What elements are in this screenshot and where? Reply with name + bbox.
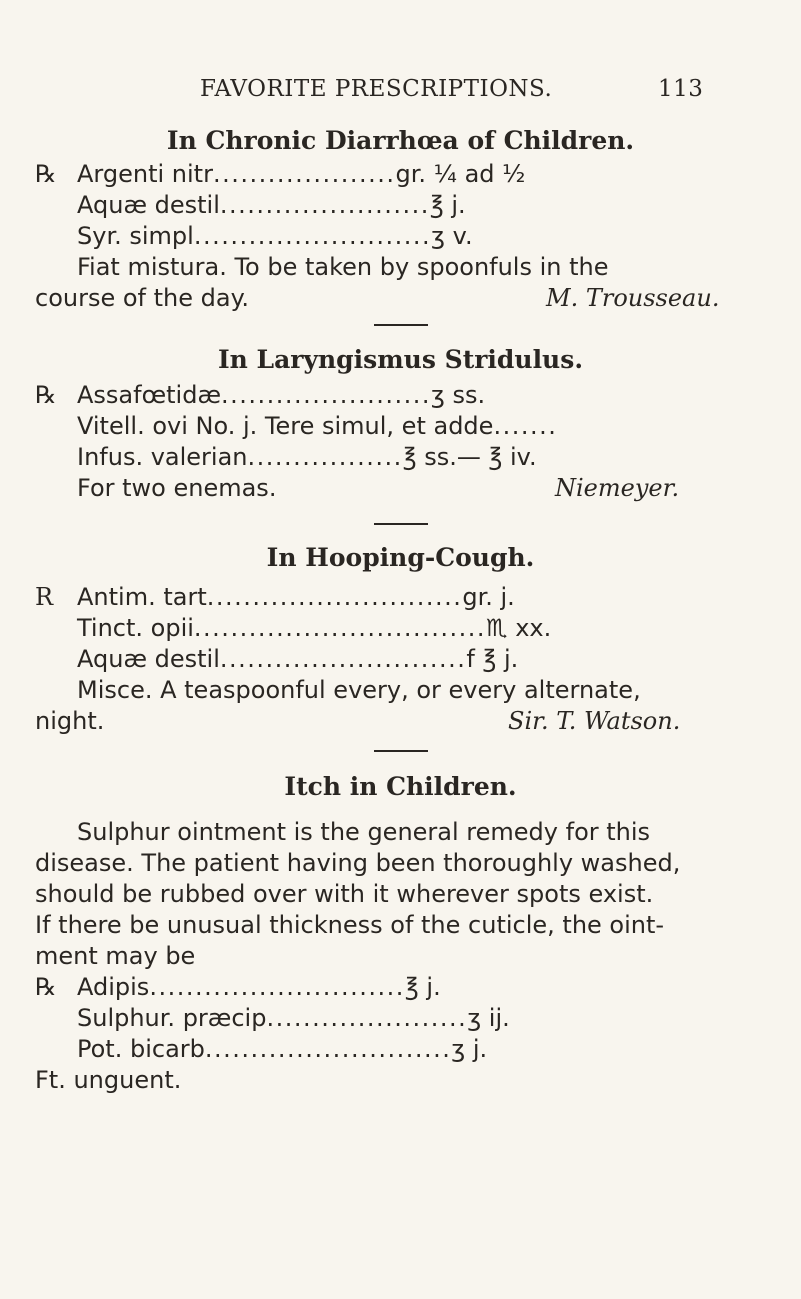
- paragraph-line: should be rubbed over with it wherever spots exist.: [35, 880, 654, 908]
- prescription-author: M. Trousseau.: [546, 284, 720, 312]
- ingredient-quantity: ℥ j.: [429, 191, 466, 219]
- ingredient-row: Infus. valerian.................℥ ss.— ℥ iv.: [77, 443, 537, 471]
- ingredient-name: Aquæ destil: [77, 645, 220, 673]
- ingredient-row: Vitell. ovi No. j. Tere simul, et adde.......: [77, 412, 558, 440]
- ingredient-name: Adipis: [77, 973, 150, 1001]
- section-heading: In Chronic Diarrhœa of Children.: [166, 126, 635, 155]
- page-number: 113: [658, 76, 704, 102]
- ingredient-name: Infus. valerian: [77, 443, 248, 471]
- rx-symbol: ℞: [35, 381, 57, 409]
- paragraph-line: ment may be: [35, 942, 196, 970]
- ingredient-quantity: ʒ v.: [431, 222, 473, 250]
- paragraph-line: disease. The patient having been thoroughly washed,: [35, 849, 681, 877]
- ingredient-name: Antim. tart: [77, 583, 207, 611]
- ingredient-name: Aquæ destil: [77, 191, 220, 219]
- paragraph-line: Sulphur ointment is the general remedy for this: [77, 818, 651, 846]
- ingredient-row: Aquæ destil...........................f ℥ j.: [77, 645, 519, 673]
- direction-text: Misce. A teaspoonful every, or every alternate,: [77, 676, 641, 704]
- direction-text: For two enemas.: [77, 474, 277, 502]
- section-divider: [374, 523, 428, 525]
- ingredient-row: Pot. bicarb...........................ʒ j.: [77, 1035, 488, 1063]
- paragraph-line: If there be unusual thickness of the cuticle, the oint-: [35, 911, 665, 939]
- section-divider: [374, 324, 428, 326]
- ingredient-name: Vitell. ovi No. j. Tere simul, et adde: [77, 412, 494, 440]
- ingredient-quantity: gr. j.: [462, 583, 515, 611]
- ingredient-quantity: ℥ ss.— ℥ iv.: [402, 443, 537, 471]
- ingredient-row: Tinct. opii................................♏ xx.: [77, 614, 552, 642]
- ingredient-row: Assafœtidæ.......................ʒ ss.: [77, 381, 486, 409]
- ingredient-row: Adipis............................℥ j.: [77, 973, 441, 1001]
- prescription-author: Niemeyer.: [555, 474, 680, 502]
- direction-text: course of the day.: [35, 284, 249, 312]
- ingredient-quantity: ʒ ij.: [467, 1004, 510, 1032]
- ingredient-row: Antim. tart............................gr. j.: [77, 583, 515, 611]
- rx-symbol: R: [35, 583, 54, 611]
- section-divider: [374, 750, 428, 752]
- ingredient-row: Sulphur. præcip......................ʒ ij.: [77, 1004, 510, 1032]
- ingredient-quantity: ʒ ss.: [430, 381, 486, 409]
- ingredient-name: Sulphur. præcip: [77, 1004, 267, 1032]
- rx-symbol: ℞: [35, 973, 57, 1001]
- section-heading: Itch in Children.: [284, 772, 517, 801]
- ingredient-name: Assafœtidæ: [77, 381, 222, 409]
- ingredient-quantity: ♏ xx.: [486, 614, 552, 642]
- ingredient-name: Argenti nitr: [77, 160, 213, 188]
- ingredient-quantity: gr. ¼ ad ½: [395, 160, 526, 188]
- ingredient-name: Syr. simpl: [77, 222, 194, 250]
- rx-symbol: ℞: [35, 160, 57, 188]
- ingredient-row: Aquæ destil.......................℥ j.: [77, 191, 466, 219]
- ingredient-row: Argenti nitr....................gr. ¼ ad ½: [77, 160, 526, 188]
- ingredient-quantity: ʒ j.: [451, 1035, 488, 1063]
- prescription-author: Sir. T. Watson.: [508, 707, 681, 735]
- direction-text: Ft. unguent.: [35, 1066, 182, 1094]
- ingredient-name: Pot. bicarb: [77, 1035, 205, 1063]
- section-heading: In Laryngismus Stridulus.: [217, 345, 584, 374]
- ingredient-name: Tinct. opii: [77, 614, 194, 642]
- ingredient-row: Syr. simpl..........................ʒ v.: [77, 222, 473, 250]
- direction-text: night.: [35, 707, 105, 735]
- section-heading: In Hooping-Cough.: [266, 543, 535, 572]
- ingredient-quantity: f ℥ j.: [466, 645, 519, 673]
- ingredient-quantity: ℥ j.: [404, 973, 441, 1001]
- running-title: FAVORITE PRESCRIPTIONS.: [200, 76, 553, 102]
- direction-text: Fiat mistura. To be taken by spoonfuls in the: [77, 253, 609, 281]
